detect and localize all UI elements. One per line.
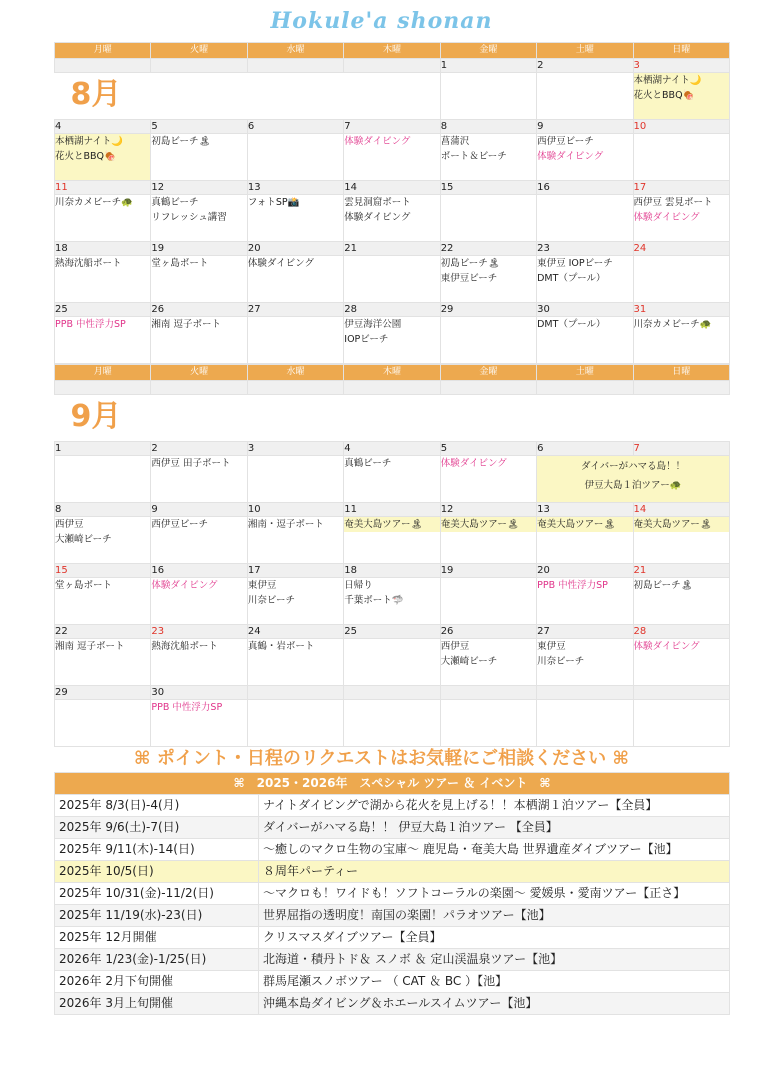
table-row[interactable] [55,971,730,993]
day-number: 12 [151,181,247,195]
day-number: 18 [55,242,151,256]
table-row[interactable] [55,993,730,1015]
table-row[interactable] [55,905,730,927]
day-number: 13 [537,503,633,517]
event-label[interactable]: 体験ダイビング [440,458,507,469]
day-number: 24 [247,625,343,639]
day-number: 7 [344,120,440,134]
day-number: 2 [537,59,633,73]
event-label[interactable]: 西伊豆 [55,519,84,530]
event-cell [247,700,343,747]
tour-date: 2025年 11/19(水)-23(日) [55,905,259,927]
tour-date: 2026年 2月下旬開催 [55,971,259,993]
event-cell [537,317,633,364]
table-row[interactable] [55,949,730,971]
event-label[interactable]: DMT（プール） [537,319,606,330]
event-label[interactable]: 日帰り [344,580,373,591]
day-number: 28 [633,625,729,639]
weekday-tue: 火曜 [151,365,247,381]
event-label[interactable]: 西伊豆ビーチ [151,519,209,530]
weekday-fri: 金曜 [440,365,536,381]
event-label[interactable]: 体験ダイビング [344,136,411,147]
event-label[interactable]: 体験ダイビング [537,151,604,162]
day-number: 5 [440,442,536,456]
tour-description: 沖縄本島ダイビング＆ホエールスイムツアー【池】 [259,993,730,1015]
event-label[interactable]: 菖蒲沢 [440,136,470,147]
day-number: 12 [440,503,536,517]
day-number [247,59,343,73]
event-cell [440,456,536,503]
day-number: 4 [344,442,440,456]
event-label[interactable]: リフレッシュ講習 [151,212,227,223]
tour-date: 2026年 1/23(金)-1/25(日) [55,949,259,971]
day-number: 18 [344,564,440,578]
event-label[interactable]: 本栖湖ナイト🌙 [633,75,702,86]
day-number: 27 [247,303,343,317]
tour-date: 2026年 3月上旬開催 [55,993,259,1015]
event-cell [537,517,633,564]
weekday-sat: 土曜 [537,365,633,381]
weekday-wed: 水曜 [247,43,343,59]
event-cell [440,256,536,303]
event-label[interactable]: 湘南・逗子ボート [247,519,324,530]
event-label[interactable]: 体験ダイビング [633,212,700,223]
event-cell [344,700,440,747]
event-cell [55,456,151,503]
day-number [55,59,151,73]
day-number: 17 [633,181,729,195]
day-number: 11 [55,181,151,195]
day-number: 21 [344,242,440,256]
event-label[interactable]: 初島ビーチ🏝 [440,258,500,269]
table-row[interactable] [55,795,730,817]
day-number: 25 [344,625,440,639]
day-number: 10 [633,120,729,134]
event-label[interactable]: 千葉ボート🦈 [344,595,404,606]
event-label[interactable]: 熱海沈船ボート [55,258,122,269]
day-number [151,59,247,73]
weekday-mon: 月曜 [55,365,151,381]
event-label[interactable]: PPB 中性浮力SP [537,580,608,591]
day-number: 3 [633,59,729,73]
event-cell [247,134,343,181]
day-number: 13 [247,181,343,195]
day-number [633,686,729,700]
event-label[interactable]: 西伊豆 田子ボート [151,458,231,469]
event-cell [633,639,729,686]
day-number: 5 [151,120,247,134]
event-label[interactable]: 堂ヶ島ボート [55,580,113,591]
day-number: 20 [537,564,633,578]
day-number: 7 [633,442,729,456]
day-number: 19 [440,564,536,578]
tour-date: 2025年 10/31(金)-11/2(日) [55,883,259,905]
event-label[interactable]: 伊豆海洋公園 [344,319,402,330]
day-number [344,59,440,73]
event-cell [151,256,247,303]
event-cell [247,456,343,503]
event-label[interactable]: 大瀬崎ビーチ [440,656,498,667]
event-cell [344,517,440,564]
event-cell [440,317,536,364]
day-number: 20 [247,242,343,256]
day-number: 23 [151,625,247,639]
weekday-header [55,365,730,381]
event-label[interactable]: 東伊豆 [247,580,277,591]
day-number: 16 [537,181,633,195]
event-label[interactable]: 体験ダイビング [151,580,218,591]
event-cell [633,317,729,364]
event-cell [440,134,536,181]
event-label[interactable]: 湘南 逗子ボート [151,319,221,330]
event-label[interactable]: フォトSP📸 [247,197,300,208]
event-cell [440,578,536,625]
event-label[interactable]: 体験ダイビング [247,258,314,269]
weekday-fri: 金曜 [440,43,536,59]
event-cell [151,700,247,747]
event-cell [344,317,440,364]
calendar-august [54,42,730,364]
day-number: 26 [440,625,536,639]
event-label[interactable]: 伊豆大島１泊ツアー🐢 [584,480,682,491]
tour-date: 2025年 8/3(日)-4(月) [55,795,259,817]
day-number: 25 [55,303,151,317]
event-cell [633,73,729,120]
event-label[interactable]: 堂ヶ島ボート [151,258,209,269]
day-number: 6 [537,442,633,456]
special-tours-table [54,772,730,1015]
event-cell [440,700,536,747]
tour-description: 群馬尾瀬スノボツアー （ CAT ＆ BC ）【池】 [259,971,730,993]
day-number: 29 [55,686,151,700]
day-number: 30 [537,303,633,317]
tour-description: 〜マクロも！ワイドも！ソフトコーラルの楽園〜 愛媛県・愛南ツアー【正さ】 [259,883,730,905]
event-cell [344,134,440,181]
event-cell [344,578,440,625]
event-label[interactable]: 初島ビーチ🏝 [633,580,693,591]
event-label[interactable]: 川奈カメビーチ🐢 [55,197,133,208]
event-label[interactable]: 西伊豆 雲見ボート [633,197,713,208]
event-cell [537,256,633,303]
event-cell [55,317,151,364]
event-label[interactable]: 花火とBBQ🍖 [55,151,116,162]
event-cell [247,317,343,364]
event-cell [151,195,247,242]
day-number: 22 [55,625,151,639]
table-row[interactable] [55,927,730,949]
weekday-mon: 月曜 [55,43,151,59]
day-number: 28 [344,303,440,317]
event-cell [440,517,536,564]
event-cell [440,639,536,686]
day-number: 6 [247,120,343,134]
event-label[interactable]: 真鶴・岩ボート [247,641,315,652]
event-label[interactable]: IOPビーチ [344,334,389,345]
event-label[interactable]: 奄美大島ツアー🏝 [537,517,632,532]
day-number: 22 [440,242,536,256]
day-number: 17 [247,564,343,578]
event-cell [633,134,729,181]
day-number: 15 [440,181,536,195]
event-cell [151,517,247,564]
weekday-thu: 木曜 [344,365,440,381]
weekday-sun: 日曜 [633,365,729,381]
event-cell [55,517,151,564]
event-cell [537,134,633,181]
event-cell [344,456,440,503]
event-label[interactable]: 体験ダイビング [633,641,700,652]
event-label[interactable]: 川奈ビーチ [247,595,295,606]
weekday-wed: 水曜 [247,365,343,381]
event-label[interactable]: 西伊豆 [440,641,470,652]
tour-description: 世界屈指の透明度！南国の楽園！パラオツアー【池】 [259,905,730,927]
day-number: 24 [633,242,729,256]
event-cell [247,195,343,242]
event-label[interactable]: 雲見洞窟ボート [344,197,411,208]
day-number: 8 [55,503,151,517]
day-number: 30 [151,686,247,700]
day-number: 1 [440,59,536,73]
tour-date: 2025年 9/11(木)-14(日) [55,839,259,861]
event-cell [633,256,729,303]
day-number: 14 [344,181,440,195]
table-row[interactable] [55,883,730,905]
event-label[interactable]: 東伊豆 [537,641,566,652]
special-tours-header: ⌘ 2025・2026年 スペシャル ツアー ＆ イベント ⌘ [55,773,730,795]
weekday-tue: 火曜 [151,43,247,59]
tour-description: ８周年パーティー [259,861,730,883]
event-cell [55,134,151,181]
event-label[interactable]: 東伊豆 IOPビーチ [537,258,613,269]
tour-date: 2025年 10/5(日) [55,861,259,883]
event-cell [633,700,729,747]
event-cell [55,700,151,747]
day-number [537,686,633,700]
request-note: ⌘ ポイント・日程のリクエストはお気軽にご相談ください ⌘ [133,748,630,769]
day-number: 9 [537,120,633,134]
event-cell [151,317,247,364]
event-cell [247,256,343,303]
event-label[interactable]: 初島ビーチ🏝 [151,136,211,147]
day-number: 26 [151,303,247,317]
day-number: 2 [151,442,247,456]
event-label[interactable]: 東伊豆ビーチ [440,273,498,284]
tour-date: 2025年 12月開催 [55,927,259,949]
event-label[interactable]: PPB 中性浮力SP [55,319,126,330]
event-cell [633,517,729,564]
event-label[interactable]: 奄美大島ツアー🏝 [634,517,729,532]
table-row[interactable] [55,839,730,861]
weekday-header [55,43,730,59]
event-label[interactable]: 奄美大島ツアー🏝 [344,517,439,532]
month-label: 9月 [70,399,122,434]
event-cell [55,578,151,625]
calendar-september [54,364,730,747]
event-cell [537,578,633,625]
event-cell [151,578,247,625]
event-label[interactable]: 奄美大島ツアー🏝 [441,517,536,532]
day-number: 31 [633,303,729,317]
event-label[interactable]: 川奈カメビーチ🐢 [633,319,712,330]
day-number: 14 [633,503,729,517]
event-label[interactable]: DMT（プール） [537,273,606,284]
day-number: 1 [55,442,151,456]
day-number: 10 [247,503,343,517]
event-cell [151,134,247,181]
day-number: 9 [151,503,247,517]
weekday-sun: 日曜 [633,43,729,59]
day-number: 15 [55,564,151,578]
event-label[interactable]: ダイバーがハマる島！！ [580,461,686,472]
weekday-sat: 土曜 [537,43,633,59]
month-label: 8月 [70,77,122,112]
tour-description: クリスマスダイブツアー【全員】 [259,927,730,949]
day-number: 11 [344,503,440,517]
day-number: 23 [537,242,633,256]
day-number: 8 [440,120,536,134]
event-cell [344,195,440,242]
day-number: 27 [537,625,633,639]
event-cell [537,456,730,503]
day-number: 3 [247,442,343,456]
event-cell [55,195,151,242]
day-number: 21 [633,564,729,578]
event-cell [537,73,633,120]
tour-description: ナイトダイビングで湖から花火を見上げる！！本栖湖１泊ツアー【全員】 [259,795,730,817]
event-label[interactable]: ボート＆ビーチ [440,151,507,162]
tour-description: ダイバーがハマる島！！ 伊豆大島１泊ツアー 【全員】 [259,817,730,839]
event-label[interactable]: 湘南 逗子ボート [55,641,125,652]
tour-description: 北海道・積丹トド＆ スノボ ＆ 定山渓温泉ツアー【池】 [259,949,730,971]
tour-description: 〜癒しのマクロ生物の宝庫〜 鹿児島・奄美大島 世界遺産ダイブツアー【池】 [259,839,730,861]
event-label[interactable]: 西伊豆ビーチ [537,136,594,147]
day-number: 29 [440,303,536,317]
event-cell [151,639,247,686]
event-cell [247,517,343,564]
event-cell [633,578,729,625]
event-label[interactable]: 本栖湖ナイト🌙 [55,136,124,147]
event-label[interactable]: 大瀬崎ビーチ [55,534,112,545]
event-cell [537,639,633,686]
day-number [440,686,536,700]
event-cell [537,195,633,242]
event-cell [440,73,536,120]
event-label[interactable]: PPB 中性浮力SP [151,702,223,713]
event-cell [247,639,343,686]
event-cell [344,256,440,303]
day-number: 4 [55,120,151,134]
day-number: 19 [151,242,247,256]
event-cell [440,195,536,242]
tour-date: 2025年 9/6(土)-7(日) [55,817,259,839]
weekday-thu: 木曜 [344,43,440,59]
event-label[interactable]: 体験ダイビング [344,212,411,223]
event-label[interactable]: 真鶴ビーチ [344,458,392,469]
day-number: 16 [151,564,247,578]
table-row[interactable] [55,861,730,883]
event-cell [537,700,633,747]
event-label[interactable]: 川奈ビーチ [537,656,585,667]
event-cell [151,456,247,503]
page-title: Hokule'a shonan [270,8,493,34]
event-cell [344,639,440,686]
table-row[interactable] [55,817,730,839]
day-number [247,686,343,700]
event-label[interactable]: 花火とBBQ🍖 [633,90,695,101]
event-cell [55,256,151,303]
day-number [344,686,440,700]
event-label[interactable]: 真鶴ビーチ [151,197,199,208]
event-cell [55,639,151,686]
event-cell [247,578,343,625]
event-label[interactable]: 熱海沈船ボート [151,641,218,652]
event-cell [633,195,729,242]
